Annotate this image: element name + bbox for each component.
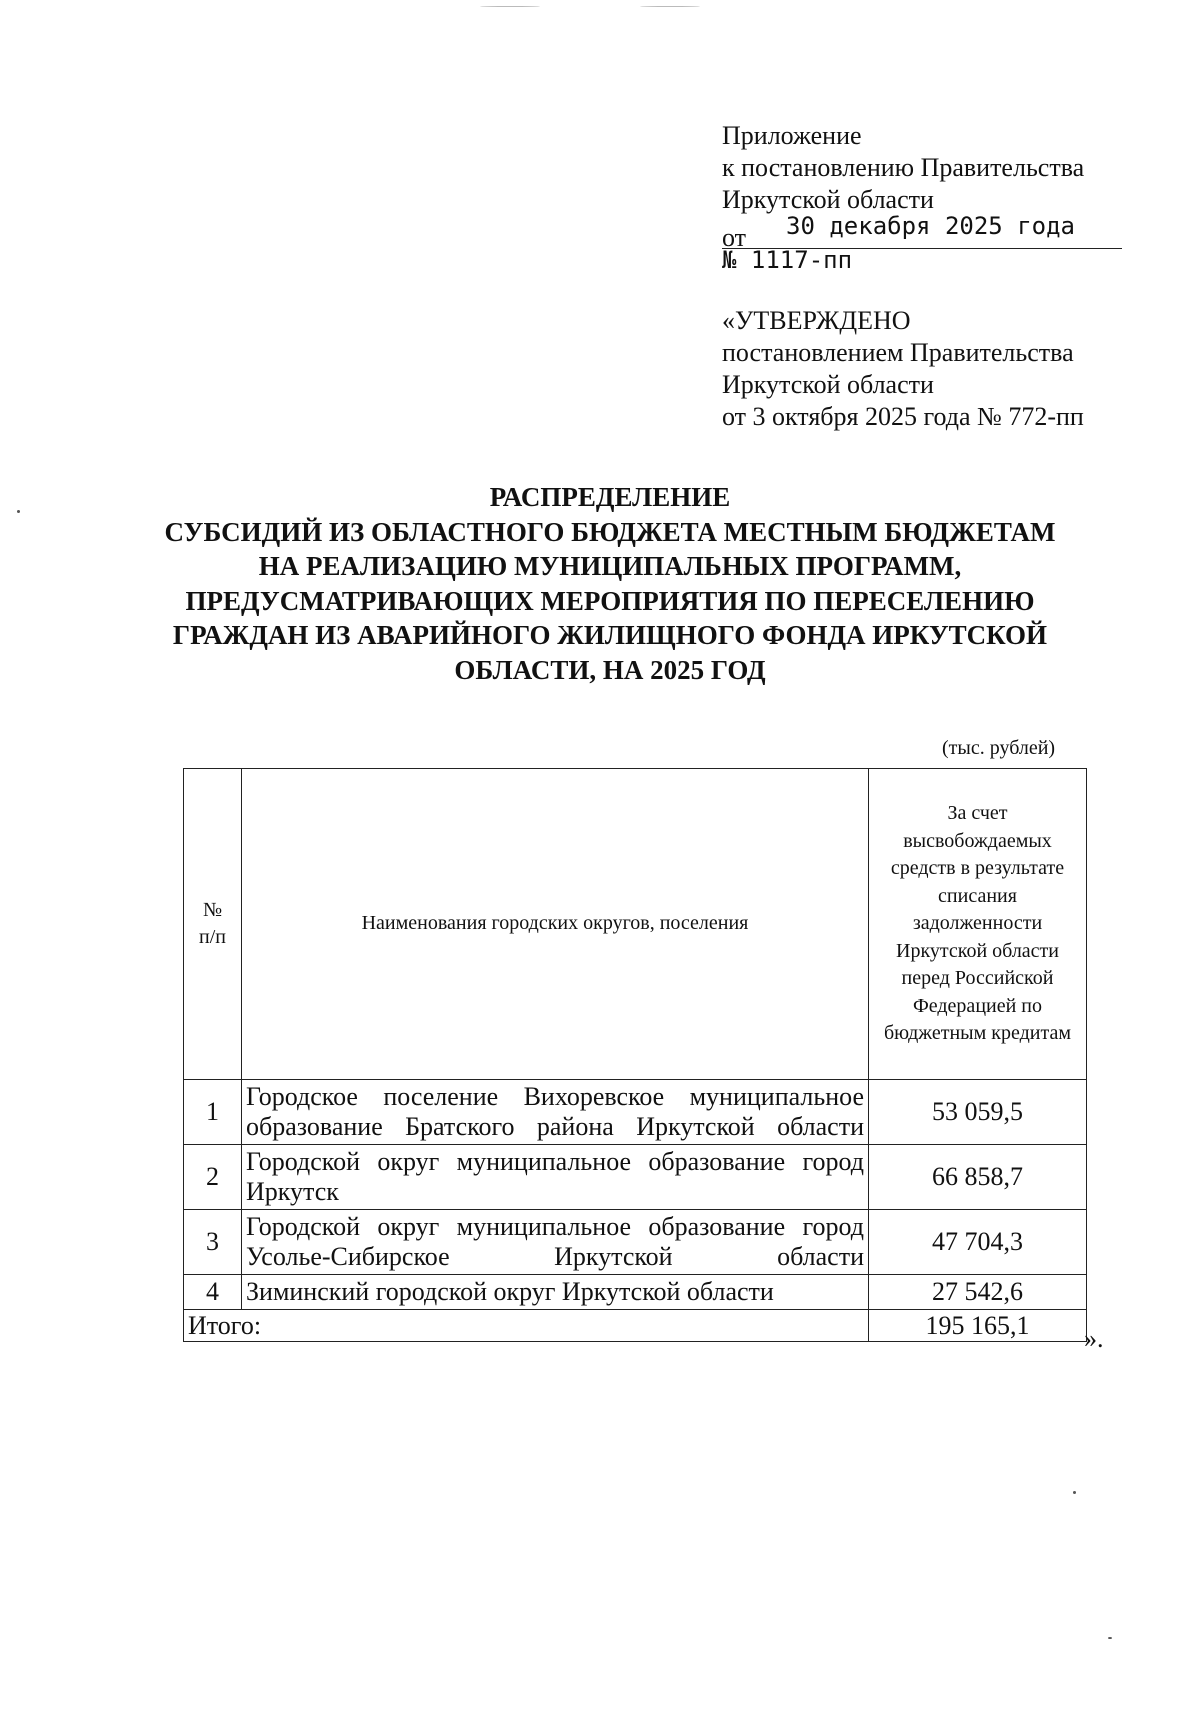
table-header-row xyxy=(184,769,1087,1080)
title-line: РАСПРЕДЕЛЕНИЕ xyxy=(489,482,731,512)
appendix-line: к постановлению Правительства xyxy=(722,153,1085,182)
row-name: Городское поселение Вихоревское муниципальное образование Братского района Иркутской области xyxy=(242,1080,869,1145)
title-line: ОБЛАСТИ, НА 2025 ГОД xyxy=(454,654,766,685)
scan-speck xyxy=(17,510,20,513)
title-line: ПРЕДУСМАТРИВАЮЩИХ МЕРОПРИЯТИЯ ПО ПЕРЕСЕЛЕНИЮ xyxy=(185,585,1035,616)
scan-speck xyxy=(1108,1637,1112,1639)
table-row xyxy=(184,1145,1087,1210)
row-amount: 27 542,6 xyxy=(869,1275,1087,1310)
appendix-line: Приложение xyxy=(722,121,862,150)
closing-quote-mark: ». xyxy=(1084,1324,1104,1353)
row-number: 1 xyxy=(184,1080,242,1145)
scan-speck xyxy=(1073,1491,1076,1494)
row-amount: 66 858,7 xyxy=(869,1145,1087,1210)
total-amount: 195 165,1 xyxy=(869,1310,1087,1342)
table-row xyxy=(184,1080,1087,1145)
header-amount: За счет высвобождаемых средств в результате списания задолженности Иркутской области перед Российской Федерацией по бюджетным кредитам xyxy=(869,769,1087,1080)
header-number xyxy=(184,769,242,1080)
distribution-table xyxy=(183,768,1087,1342)
unit-label: (тыс. рублей) xyxy=(942,737,1056,759)
appendix-date-line xyxy=(722,212,1122,252)
resolution-number: № 1117-пп xyxy=(722,246,853,274)
row-amount: 47 704,3 xyxy=(869,1210,1087,1275)
table-row xyxy=(184,1275,1087,1310)
date-prefix: от xyxy=(722,223,747,252)
title-line: ГРАЖДАН ИЗ АВАРИЙНОГО ЖИЛИЩНОГО ФОНДА ИРКУТСКОЙ xyxy=(172,620,1048,650)
row-number: 4 xyxy=(184,1275,242,1310)
table-total-row xyxy=(184,1310,1087,1342)
appendix-line: Иркутской области xyxy=(722,185,934,214)
header-number-abbr: п/п xyxy=(199,926,226,948)
approved-line: от 3 октября 2025 года № 772-пп xyxy=(722,402,1084,431)
row-name: Городской округ муниципальное образование город Усолье-Сибирское Иркутской области xyxy=(242,1210,869,1275)
appendix-block xyxy=(722,120,1142,433)
row-amount: 53 059,5 xyxy=(869,1080,1087,1145)
resolution-date: 30 декабря 2025 года xyxy=(786,212,1075,240)
title-line: СУБСИДИЙ ИЗ ОБЛАСТНОГО БЮДЖЕТА МЕСТНЫМ БЮДЖЕТАМ xyxy=(164,516,1056,547)
approved-line: «УТВЕРЖДЕНО xyxy=(722,306,911,335)
row-number: 2 xyxy=(184,1145,242,1210)
document-title xyxy=(140,480,1080,687)
row-number: 3 xyxy=(184,1210,242,1275)
table-row xyxy=(184,1210,1087,1275)
title-line: НА РЕАЛИЗАЦИЮ МУНИЦИПАЛЬНЫХ ПРОГРАММ, xyxy=(258,551,962,581)
scan-speck xyxy=(640,6,700,7)
row-name: Городской округ муниципальное образование город Иркутск xyxy=(242,1145,869,1210)
approved-line: Иркутской области xyxy=(722,370,934,399)
header-name: Наименования городских округов, поселения xyxy=(242,769,869,1080)
approved-block xyxy=(722,305,1142,433)
header-number-sign: № xyxy=(202,898,223,921)
row-name: Зиминский городской округ Иркутской области xyxy=(242,1275,869,1310)
total-label: Итого: xyxy=(184,1310,869,1342)
scan-speck xyxy=(480,6,540,7)
approved-line: постановлением Правительства xyxy=(722,338,1074,367)
